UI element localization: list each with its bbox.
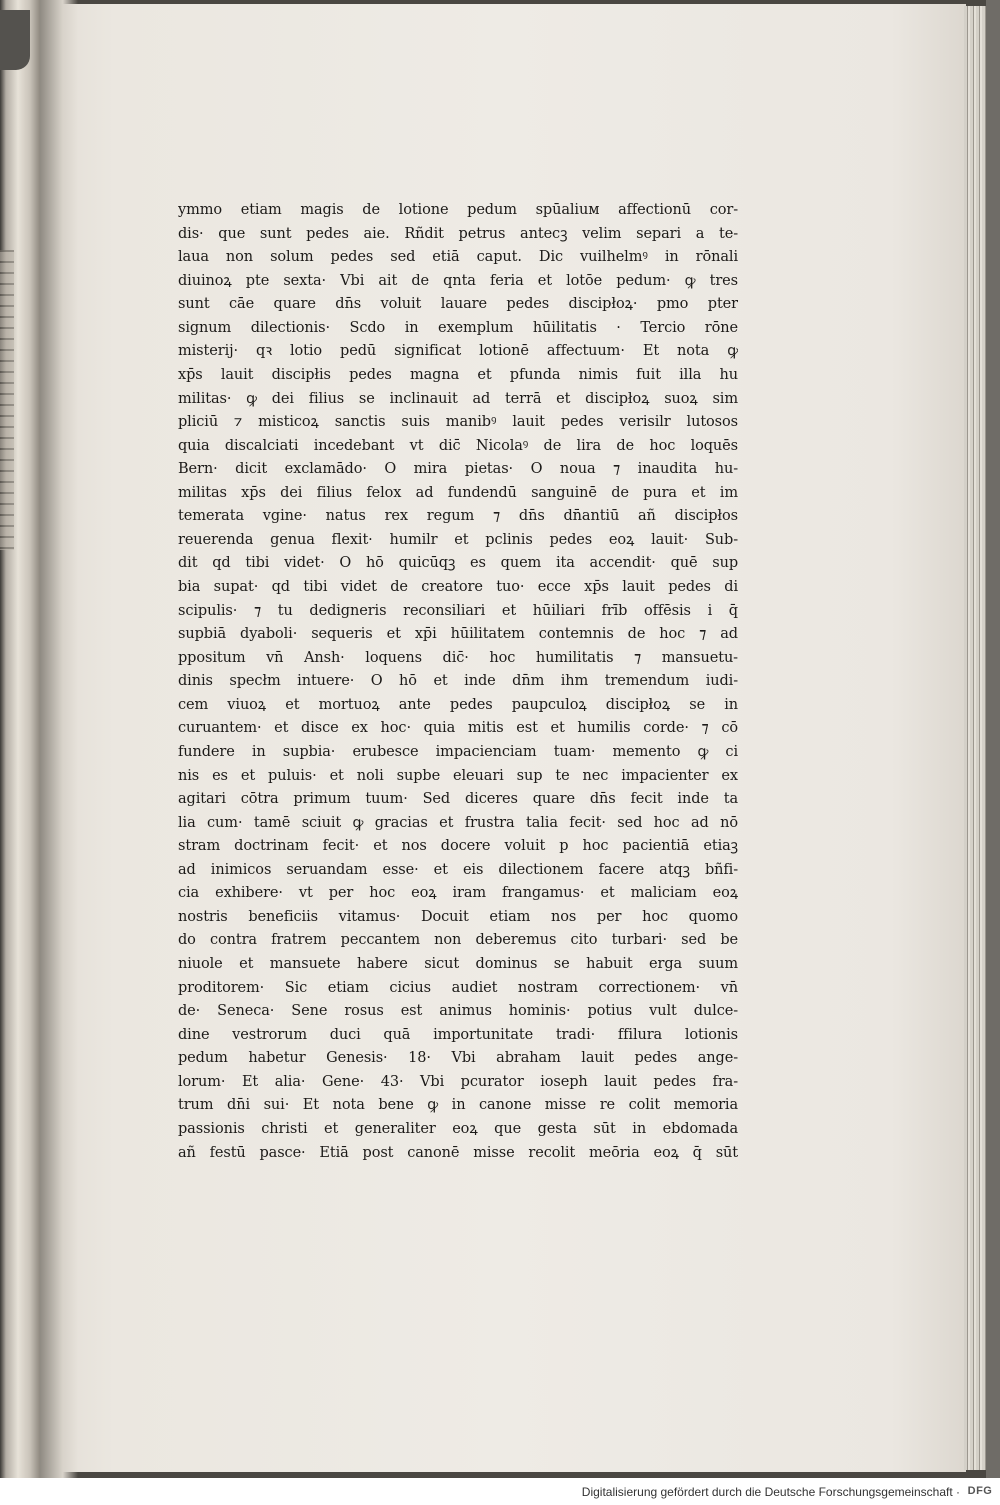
page-edges bbox=[964, 6, 986, 1470]
text-line: militas xp̄s dei filius felox ad fundendū sanguinē de pura et im bbox=[178, 484, 738, 501]
text-line: lia cum· tamē sciuit ꝙ gracias et frustra talia fecit· sed hoc ad nō bbox=[178, 814, 738, 831]
text-line: añ festū pasce· Etiā post canonē misse recolit̄ meōria eoꝝ q̄ sūt bbox=[178, 1144, 738, 1161]
text-line: Bern· dicit exclamādo· O mira pietas· O noua ⁊ inaudita hu- bbox=[178, 461, 738, 478]
text-line: ppositum vn̄ Ansh· loquens dic̄· hoc humilitatis ⁊ mansuetu- bbox=[178, 649, 738, 666]
text-line: dinis specłm intuere· O hō et inde dn̄m ihm tremendum iudi- bbox=[178, 673, 738, 690]
text-line: ad inimicos seruandam esse· et eis dilectionem facere atqꝫ bñfi- bbox=[178, 861, 738, 878]
text-line: do contra fratrem peccantem non deberemus cito turbari· sed be bbox=[178, 932, 738, 949]
scan-background-right bbox=[986, 0, 1000, 1478]
text-line: temerata vgine· natus rex regum ⁊ dn̄s dn̄antiū añ discipłos bbox=[178, 508, 738, 525]
text-line: nostris beneficiis vitamus· Docuit etiam nos per hoc quomo bbox=[178, 908, 738, 925]
text-line: agitari cōtra primum tuum· Sed diceres quare dn̄s fecit inde ta bbox=[178, 791, 738, 808]
text-line: lorum· Et alia· Gene· 43· Vbi pcurator ioseph lauit pedes fra- bbox=[178, 1073, 738, 1090]
text-line: supbiā dyaboli· sequeris et xp̄i hūilitatem contemnis de hoc ⁊ ad bbox=[178, 626, 738, 643]
funding-credit: Digitalisierung gefördert durch die Deutsche Forschungsgemeinschaft · bbox=[581, 1485, 960, 1499]
text-line: stram doctrinam fecit· et nos docere voluit p hoc pacientiā etiaꝫ bbox=[178, 838, 738, 855]
text-line: pedum habetur Genesis· 18· Vbi abraham lauit pedes ange- bbox=[178, 1050, 738, 1067]
text-line: militas· ꝙ dei filius se inclinauit ad terrā et discipłoꝝ suoꝝ sim bbox=[178, 390, 738, 407]
text-line: ymmo etiam magis de lotione pedum spūaliuм affectionū cor- bbox=[178, 202, 738, 218]
text-line: dine vestrorum duci quā importunitate tradi· ffilura lotionis bbox=[178, 1026, 738, 1043]
text-line: diuinoꝝ pte sexta· Vbi ait de qnta feria et lotōe pedum· ꝙ tres bbox=[178, 272, 738, 289]
text-line: dit qd tibi videt̄· O hō quicūqꝫ es quem ita accendit· quē sup bbox=[178, 555, 738, 572]
text-line: quia discalciati incedebant vt dic̄ Nicolaꝰ de lira de hoc loquēs bbox=[178, 437, 738, 454]
text-line: de· Seneca· Sene rosus est animus hominis· potius vult dulce- bbox=[178, 1003, 738, 1020]
left-page-edge bbox=[0, 0, 40, 1478]
text-line: pliciū ⁊ misticoꝝ sanctis suis manibꝰ lauit pedes verisilr lutosos bbox=[178, 414, 738, 431]
text-line: proditorem· Sic etiam cicius audiet nostram correctionem· vn̄ bbox=[178, 979, 738, 996]
text-line: signum dilectionis· Scd̄o in exemplum hūilitatis · Tercio rōne bbox=[178, 319, 738, 336]
text-line: dis· que sunt pedes aie. Rñdit petrus antecꝫ velim separi a te- bbox=[178, 225, 738, 242]
dfg-logo: DFG bbox=[967, 1485, 993, 1497]
text-line: bia supat· qd tibi videt̄ de creatore tuo· ecce xp̄s lauit pedes di bbox=[178, 579, 738, 595]
text-line: nis es et puluis· et noli supbe eleuari sup te nec impacienter ex bbox=[178, 767, 738, 784]
text-line: niuole et mansuete habere sicut dominus se habuit erga suum bbox=[178, 956, 738, 972]
text-line: cem viuoꝝ et mortuoꝝ ante pedes paupculoꝝ discipłoꝝ se in bbox=[178, 696, 738, 713]
text-line: scipulis· ⁊ tu dedigneris reconsiliari et hūiliari frīb offēsis i q̄ bbox=[178, 602, 738, 619]
text-line: misterij· qꝛ lotio pedū significat lotionē affectuum· Et nota ꝙ bbox=[178, 343, 738, 360]
text-block bbox=[178, 201, 738, 1163]
text-line: xp̄s lauit discipłis pedes magna et pfunda nimis fuit illa hu bbox=[178, 366, 738, 383]
footer-bar bbox=[0, 1478, 1000, 1505]
text-line: curuantem· et disce ex hoc· quia mitis est et humilis corde· ⁊ cō bbox=[178, 720, 738, 737]
text-line: sunt cāe quare dn̄s voluit lauare pedes discipłoꝝ· pmo pter bbox=[178, 296, 738, 313]
text-line: reuerenda genua flexit· humilr et pclinis pedes eoꝝ lauit· Sub- bbox=[178, 531, 738, 548]
text-line: laua non solum pedes sed etiā caput. Dic vuilhelmꝰ in rōnali bbox=[178, 249, 738, 266]
text-line: trum dn̄i sui· Et nota bene ꝙ in canone misse re colit̄ memoria bbox=[178, 1097, 738, 1114]
text-line: cia exhibere· vt per hoc eoꝝ iram frangamus· et maliciam eoꝝ bbox=[178, 885, 738, 902]
text-line: passionis christi et generaliter eoꝝ que gesta sūt in ebdomada bbox=[178, 1120, 738, 1137]
gutter-shadow bbox=[40, 0, 78, 1478]
text-line: fundere in supbia· erubesce impacienciam tuam· memento ꝙ ci bbox=[178, 743, 738, 760]
